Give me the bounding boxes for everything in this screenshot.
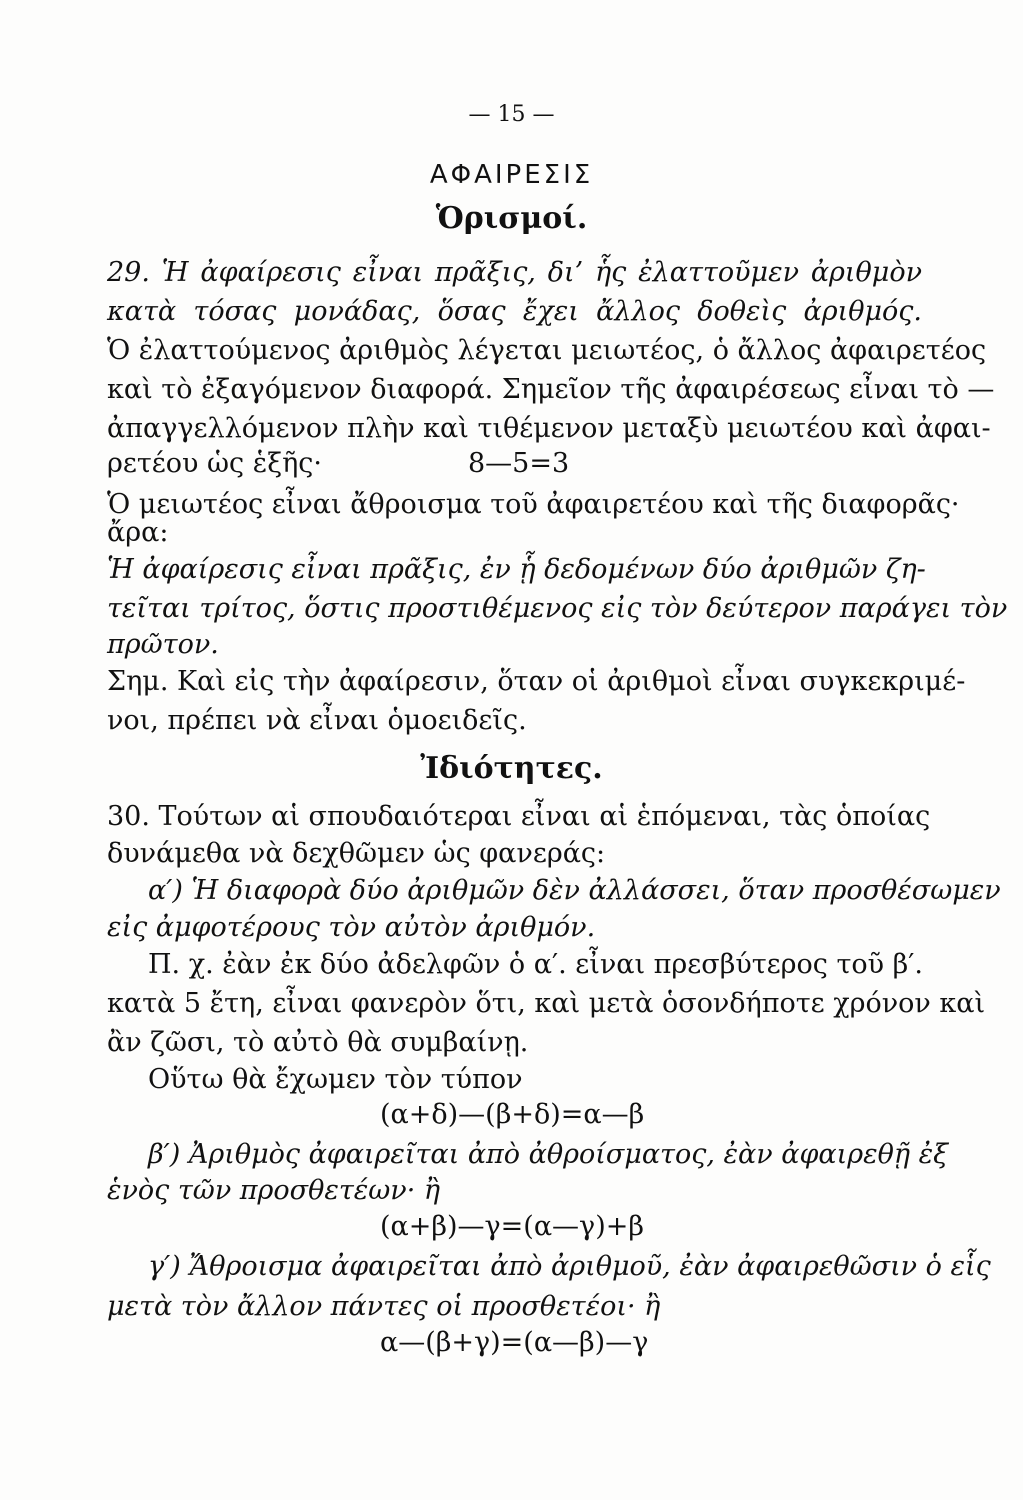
text-line: κατὰ τόσας μονάδας, ὅσας ἔχει ἄλλος δοθεὶς ἀριθμός. [107,296,922,327]
text-line: 29. Ἡ ἀφαίρεσις εἶναι πρᾶξις, δι’ ἧς ἐλαττοῦμεν ἀριθμὸν [107,257,922,288]
text-line: ἑνὸς τῶν προσθετέων· ἢ [107,1175,441,1206]
formula-gamma: α—(β+γ)=(α—β)—γ [380,1327,649,1358]
formula-beta: (α+β)—γ=(α—γ)+β [380,1211,644,1242]
formula-alpha: (α+δ)—(β+δ)=α—β [380,1099,645,1130]
page-number: — 15 — [468,102,555,127]
text-line: Ὁ ἐλαττούμενος ἀριθμὸς λέγεται μειωτέος, ὁ ἄλλος ἀφαιρετέος [107,335,987,366]
section-heading-definitions: Ὁρισμοί. [435,201,588,236]
text-line: δυνάμεθα νὰ δεχθῶμεν ὡς φανεράς: [107,838,606,869]
text-line: ρετέου ὡς ἑξῆς· [107,448,322,479]
text-line: ἄρα: [107,517,169,548]
text-line: Ἡ ἀφαίρεσις εἶναι πρᾶξις, ἐν ᾗ δεδομένων δύο ἀριθμῶν ζη- [107,554,926,585]
text-line: ἂν ζῶσι, τὸ αὐτὸ θὰ συμβαίνῃ. [107,1027,529,1058]
chapter-title: ΑΦΑΙΡΕΣΙΣ [429,160,594,190]
text-line: Π. χ. ἐὰν ἐκ δύο ἀδελφῶν ὁ α′. εἶναι πρεσβύτερος τοῦ β′. [148,949,923,980]
property-beta: β′) Ἀριθμὸς ἀφαιρεῖται ἀπὸ ἀθροίσματος, ἐὰν ἀφαιρεθῇ ἐξ [148,1139,948,1170]
text-line: κατὰ 5 ἔτη, εἶναι φανερὸν ὅτι, καὶ μετὰ ὁσονδήποτε χρόνον καὶ [107,988,986,1019]
text-line: εἰς ἀμφοτέρους τὸν αὐτὸν ἀριθμόν. [107,912,596,943]
text-line: ἀπαγγελλόμενον πλὴν καὶ τιθέμενον μεταξὺ μειωτέου καὶ ἀφαι- [107,413,991,444]
text-line: Σημ. Καὶ εἰς τὴν ἀφαίρεσιν, ὅταν οἱ ἀριθμοὶ εἶναι συγκεκριμέ- [107,666,966,697]
property-gamma: γ′) Ἄθροισμα ἀφαιρεῖται ἀπὸ ἀριθμοῦ, ἐὰν ἀφαιρεθῶσιν ὁ εἷς [148,1251,991,1282]
text-line: Ὁ μειωτέος εἶναι ἄθροισμα τοῦ ἀφαιρετέου καὶ τῆς διαφορᾶς· [107,489,960,520]
text-line: μετὰ τὸν ἄλλον πάντες οἱ προσθετέοι· ἢ [107,1291,661,1322]
text-line: 30. Τούτων αἱ σπουδαιότεραι εἶναι αἱ ἑπόμεναι, τὰς ὁποίας [107,801,931,832]
text-line: νοι, πρέπει νὰ εἶναι ὁμοειδεῖς. [107,705,527,736]
property-alpha: α′) Ἡ διαφορὰ δύο ἀριθμῶν δὲν ἀλλάσσει, ὅταν προσθέσωμεν [148,875,1001,906]
text-line: πρῶτον. [107,629,219,660]
example-formula: 8—5=3 [468,448,570,479]
text-line: καὶ τὸ ἐξαγόμενον διαφορά. Σημεῖον τῆς ἀφαιρέσεως εἶναι τὸ — [107,374,995,405]
section-heading-properties: Ἰδιότητες. [420,751,603,786]
text-line: Οὕτω θὰ ἔχωμεν τὸν τύπον [148,1064,523,1095]
text-line: τεῖται τρίτος, ὅστις προστιθέμενος εἰς τὸν δεύτερον παράγει τὸν [107,593,1008,624]
